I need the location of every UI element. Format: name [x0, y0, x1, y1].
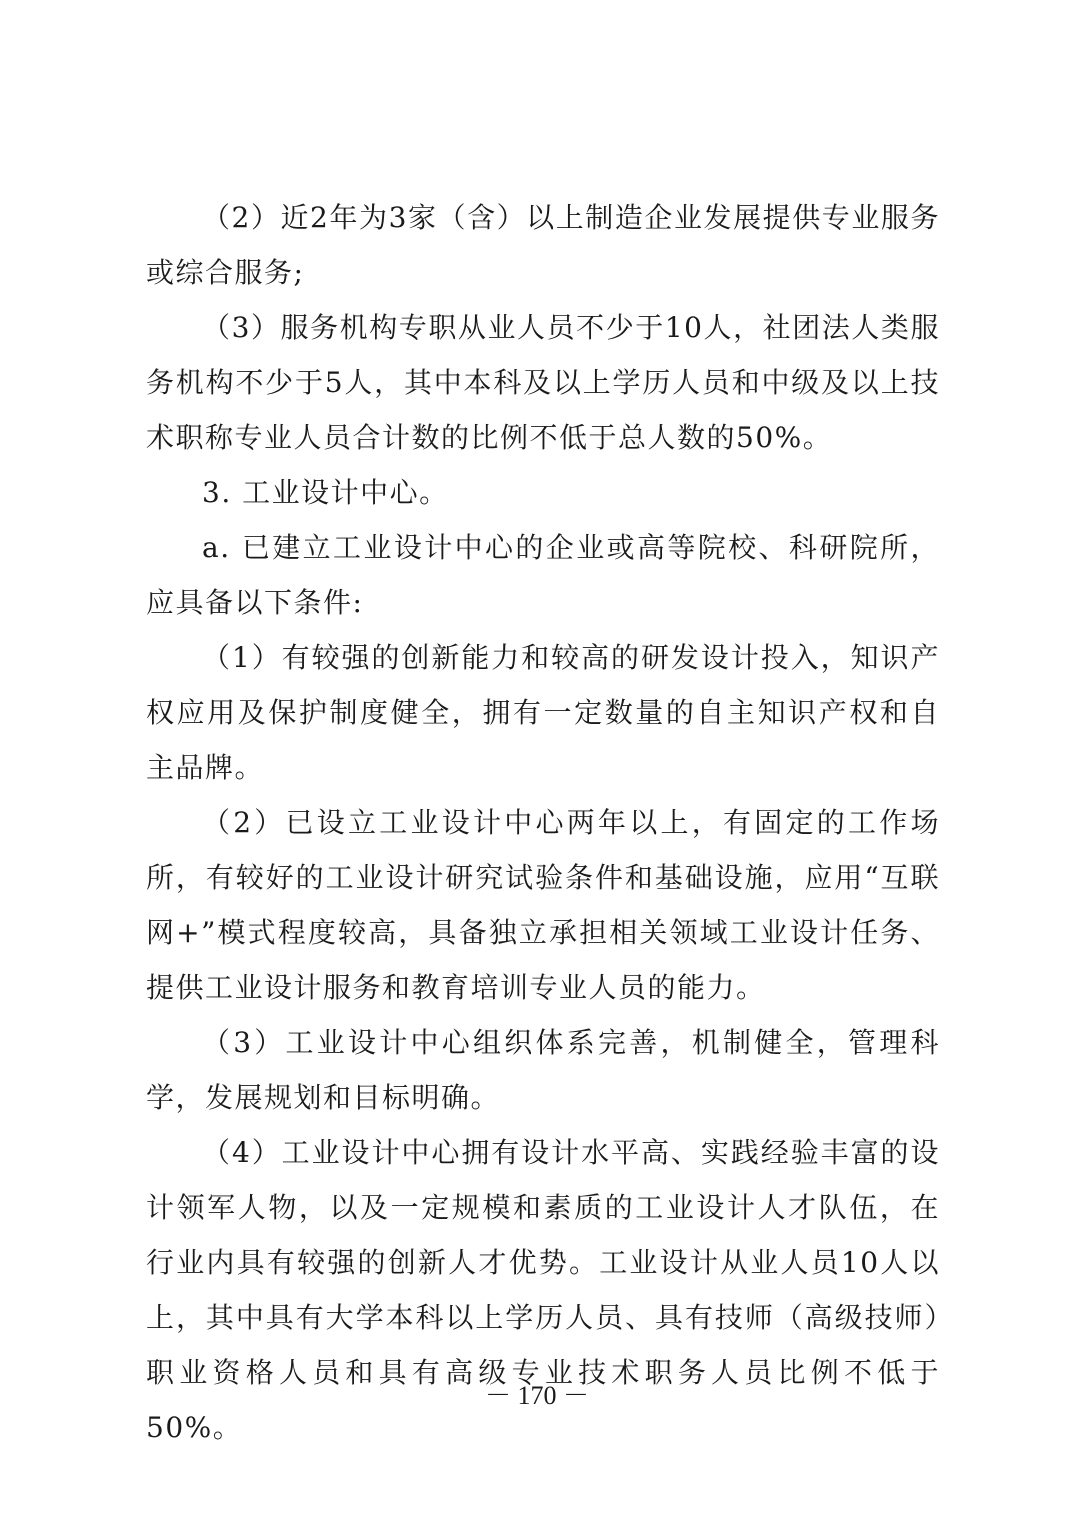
paragraph-2-recent-services: （2）近2年为3家（含）以上制造企业发展提供专业服务或综合服务; — [146, 201, 940, 289]
paragraph-4-talent-team: （4）工业设计中心拥有设计水平高、实践经验丰富的设计领军人物，以及一定规模和素质的工业设计人才队伍，在行业内具有较强的创新人才优势。工业设计从业人员10人以上，其中具有大学本科以上学历人员、具有技师（高级技师）职业资格人员和具有高级专业技术职务人员比例不低于50%。 — [146, 1136, 940, 1444]
paragraph-3-organization: （3）工业设计中心组织体系完善，机制健全，管理科学，发展规划和目标明确。 — [146, 1026, 940, 1114]
page-number: － 170 － — [484, 1381, 589, 1410]
section-heading-industrial-design-center: 3. 工业设计中心。 — [202, 476, 449, 509]
paragraph-2-facilities: （2）已设立工业设计中心两年以上，有固定的工作场所，有较好的工业设计研究试验条件和基础设施，应用“互联网+”模式程度较高，具备独立承担相关领域工业设计任务、提供工业设计服务和教育培训专业人员的能力。 — [146, 806, 940, 1004]
paragraph-3-staff-requirements: （3）服务机构专职从业人员不少于10人，社团法人类服务机构不少于5人，其中本科及以上学历人员和中级及以上技术职称专业人员合计数的比例不低于总人数的50%。 — [146, 311, 940, 454]
paragraph-1-innovation-capability: （1）有较强的创新能力和较高的研发设计投入，知识产权应用及保护制度健全，拥有一定数量的自主知识产权和自主品牌。 — [146, 641, 940, 784]
subsection-a-conditions: a. 已建立工业设计中心的企业或高等院校、科研院所，应具备以下条件: — [146, 531, 940, 619]
document-body — [146, 190, 940, 1455]
